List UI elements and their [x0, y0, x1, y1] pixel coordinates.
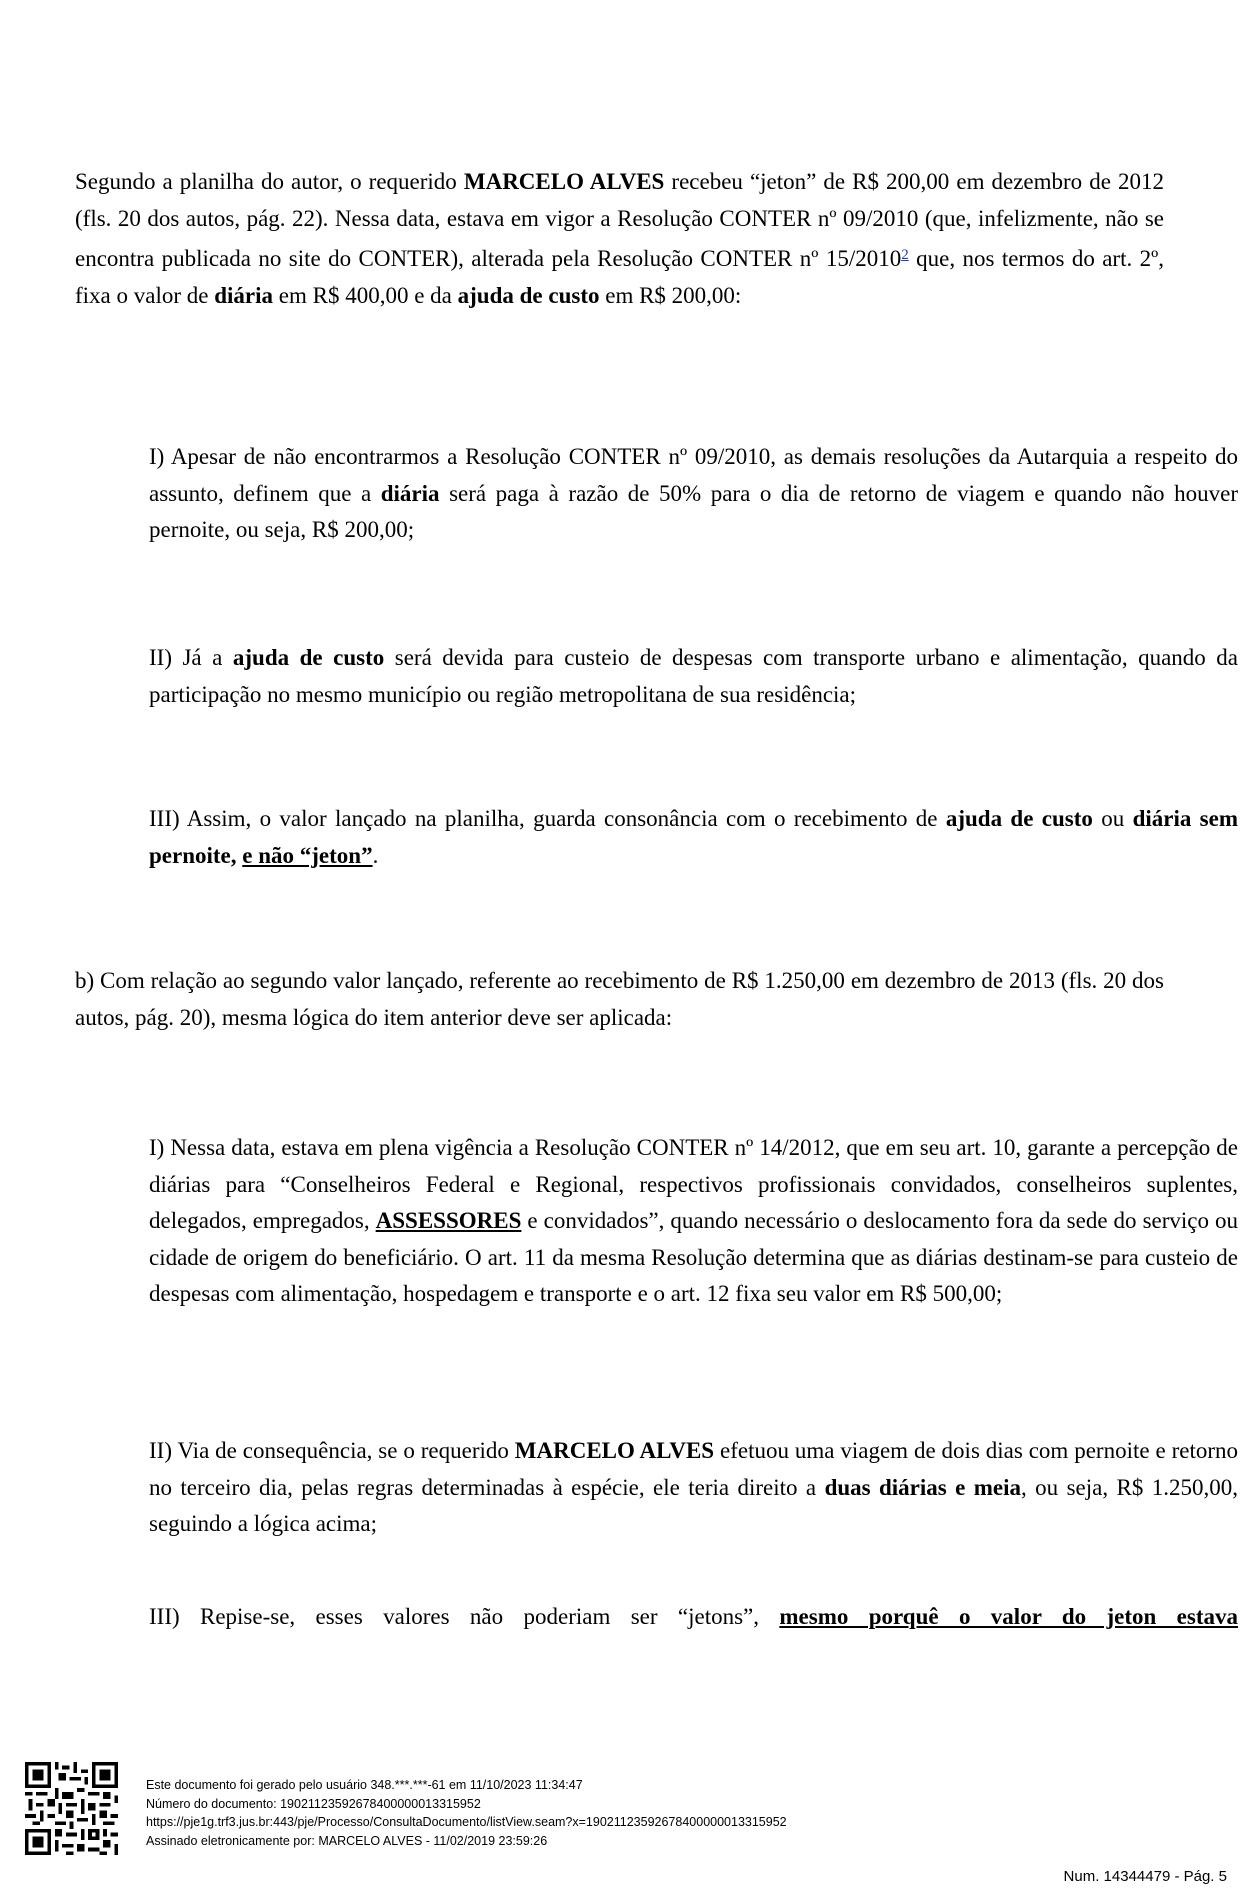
- paragraph-b-item-i: [75, 1130, 1238, 1313]
- text-run: III) Repise-se, esses valores não poderiam ser “jetons”,: [149, 1604, 780, 1629]
- footer-generated-by: Este documento foi gerado pelo usuário 348.***.***-61 em 11/10/2023 11:34:47: [146, 1778, 583, 1792]
- term-bold-underlined: e não “jeton”: [242, 842, 373, 868]
- term-bold: duas diárias e meia: [824, 1474, 1022, 1500]
- footer-document-url[interactable]: https://pje1g.trf3.jus.br:443/pje/Processo/ConsultaDocumento/listView.seam?x=19021123592678400000013315952: [146, 1815, 787, 1829]
- term-bold-underlined: mesmo porquê o valor do jeton estava: [779, 1604, 1239, 1629]
- text-run: b) Com relação ao segundo valor lançado, referente ao recebimento de R$ 1.250,00 em dezembro de 2013 (fls. 20 dos autos, pág. 20), mesma lógica do item anterior deve ser aplicada:: [75, 968, 1164, 1030]
- paragraph-b-item-iii: [75, 1599, 1238, 1636]
- text-run: ou: [1092, 806, 1133, 831]
- term-bold: diária: [380, 480, 440, 506]
- term-bold: ajuda de custo: [232, 645, 385, 670]
- paragraph-b-item-ii: [75, 1433, 1238, 1543]
- paragraph-marcelo-jeton-2012: [75, 164, 1164, 314]
- text-run: em R$ 200,00:: [599, 282, 742, 308]
- text-run: I) Nessa data, estava em plena vigência a Resolução CONTER nº 14/2012, que em seu art. 10, garante a percepção de diárias para “Conselheiros Federal e Regional, respectivos profissionais convidados, conselheiros suplentes, delegados, empregados,: [149, 1135, 1238, 1233]
- text-run: e convidados”, quando necessário o deslocamento fora da sede do serviço ou cidade de origem do beneficiário. O art. 11 da mesma Resolução determina que as diárias destinam-se para custeio de despesas com alimentação, hospedagem e transporte e o art. 12 fixa seu valor em R$ 500,00;: [149, 1208, 1238, 1306]
- term-bold: diária sem pernoite,: [149, 806, 1238, 868]
- text-run: será devida para custeio de despesas com transporte urbano e alimentação, quando da participação no mesmo município ou região metropolitana de sua residência;: [149, 645, 1238, 707]
- footnote-link[interactable]: 2: [901, 247, 909, 263]
- text-run: II) Via de consequência, se o requerido: [149, 1438, 515, 1463]
- text-run: recebeu “jeton” de R$ 200,00 em dezembro de 2012 (fls. 20 dos autos, pág. 22). Nessa data, estava em vigor a Resolução CONTER nº 09/2010 (que, infelizmente, não se encontra publicada no site do CONTER), alterada pela Resolução CONTER nº 15/2010: [75, 169, 1164, 271]
- document-footer: [146, 1776, 946, 1850]
- text-run: que, nos termos do art. 2º, fixa o valor de: [75, 246, 1164, 308]
- text-run: , ou seja, R$ 1.250,00, seguindo a lógica acima;: [149, 1474, 1238, 1536]
- text-run: será paga à razão de 50% para o dia de retorno de viagem e quando não houver pernoite, ou seja, R$ 200,00;: [149, 480, 1238, 542]
- footer-document-number: Número do documento: 19021123592678400000013315952: [146, 1796, 481, 1811]
- page-number: Num. 14344479 - Pág. 5: [1063, 1868, 1227, 1885]
- term-bold: ajuda de custo: [945, 806, 1093, 831]
- term-bold: ajuda de custo: [457, 282, 600, 308]
- text-run: efetuou uma viagem de dois dias com pernoite e retorno no terceiro dia, pelas regras determinadas à espécie, ele teria direito a: [149, 1438, 1238, 1500]
- paragraph-item-i: [75, 439, 1238, 549]
- paragraph-item-b: [75, 963, 1164, 1036]
- text-run: II) Já a: [149, 645, 233, 670]
- text-run: Segundo a planilha do autor, o requerido: [75, 169, 464, 194]
- paragraph-item-iii: [75, 801, 1238, 874]
- paragraph-item-ii: [75, 640, 1238, 713]
- term-bold: diária: [214, 282, 274, 308]
- name-bold: MARCELO ALVES: [463, 169, 665, 194]
- text-run: .: [372, 842, 379, 868]
- text-run: I) Apesar de não encontrarmos a Resolução CONTER nº 09/2010, as demais resoluções da Autarquia a respeito do assunto, definem que a: [149, 444, 1238, 506]
- term-bold-underlined: ASSESSORES: [375, 1208, 522, 1233]
- name-bold: MARCELO ALVES: [514, 1438, 715, 1463]
- qr-code-icon: [25, 1762, 118, 1855]
- text-run: III) Assim, o valor lançado na planilha, guarda consonância com o recebimento de: [149, 806, 946, 831]
- footer-signed-by: Assinado eletronicamente por: MARCELO ALVES - 11/02/2019 23:59:26: [146, 1833, 548, 1848]
- text-run: em R$ 400,00 e da: [273, 282, 458, 308]
